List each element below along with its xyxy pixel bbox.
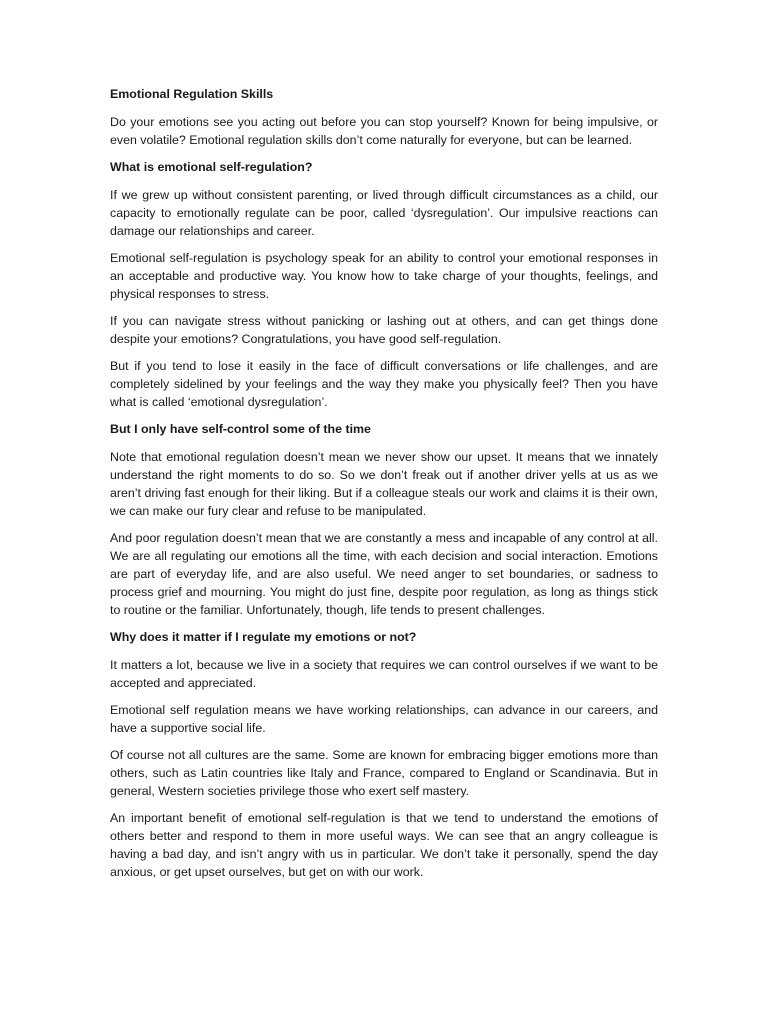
paragraph: Emotional self regulation means we have working relationships, can advance in our careers, and have a supportive social life. (110, 703, 658, 735)
paragraph: Emotional self-regulation is psychology speak for an ability to control your emotional responses in an acceptable and productive way. You know how to take charge of your thoughts, feelings, and physical responses to stress. (110, 251, 658, 301)
document-page (110, 85, 658, 890)
paragraph: Note that emotional regulation doesn’t mean we never show our upset. It means that we innately understand the right moments to do so. So we don’t freak out if another driver yells at us as we aren’t driving fast enough for their liking. But if a colleague steals our work and claims it is their own, we can make our fury clear and refuse to be manipulated. (110, 450, 658, 518)
paragraph: And poor regulation doesn’t mean that we are constantly a mess and incapable of any control at all. We are all regulating our emotions all the time, with each decision and social interaction. Emotions are part of everyday life, and are also useful. We need anger to set boundaries, or sadness to process grief and mourning. You might do just fine, despite poor regulation, as long as things stick to routine or the familiar. Unfortunately, though, life tends to present challenges. (110, 531, 658, 617)
paragraph: An important benefit of emotional self-regulation is that we tend to understand the emotions of others better and respond to them in more useful ways. We can see that an angry colleague is having a bad day, and isn’t angry with us in particular. We don’t take it personally, spend the day anxious, or get upset ourselves, but get on with our work. (110, 811, 658, 879)
section-heading: Why does it matter if I regulate my emotions or not? (110, 630, 417, 644)
paragraph: It matters a lot, because we live in a society that requires we can control ourselves if we want to be accepted and appreciated. (110, 658, 658, 690)
paragraph: But if you tend to lose it easily in the face of difficult conversations or life challenges, and are completely sidelined by your feelings and the way they make you physically feel? Then you have what is called ‘emotional dysregulation’. (110, 359, 658, 409)
paragraph: Of course not all cultures are the same. Some are known for embracing bigger emotions more than others, such as Latin countries like Italy and France, compared to England or Scandinavia. But in general, Western societies privilege those who exert self mastery. (110, 748, 658, 798)
paragraph: If we grew up without consistent parenting, or lived through difficult circumstances as a child, our capacity to emotionally regulate can be poor, called ‘dysregulation’. Our impulsive reactions can damage our relationships and career. (110, 188, 658, 238)
paragraph: Do your emotions see you acting out before you can stop yourself? Known for being impulsive, or even volatile? Emotional regulation skills don’t come naturally for everyone, but can be learned. (110, 115, 658, 147)
section-heading: But I only have self-control some of the time (110, 422, 371, 436)
section-heading: What is emotional self-regulation? (110, 160, 313, 174)
paragraph: If you can navigate stress without panicking or lashing out at others, and can get things done despite your emotions? Congratulations, you have good self-regulation. (110, 314, 658, 346)
document-body (110, 113, 658, 881)
document-title: Emotional Regulation Skills (110, 87, 274, 101)
